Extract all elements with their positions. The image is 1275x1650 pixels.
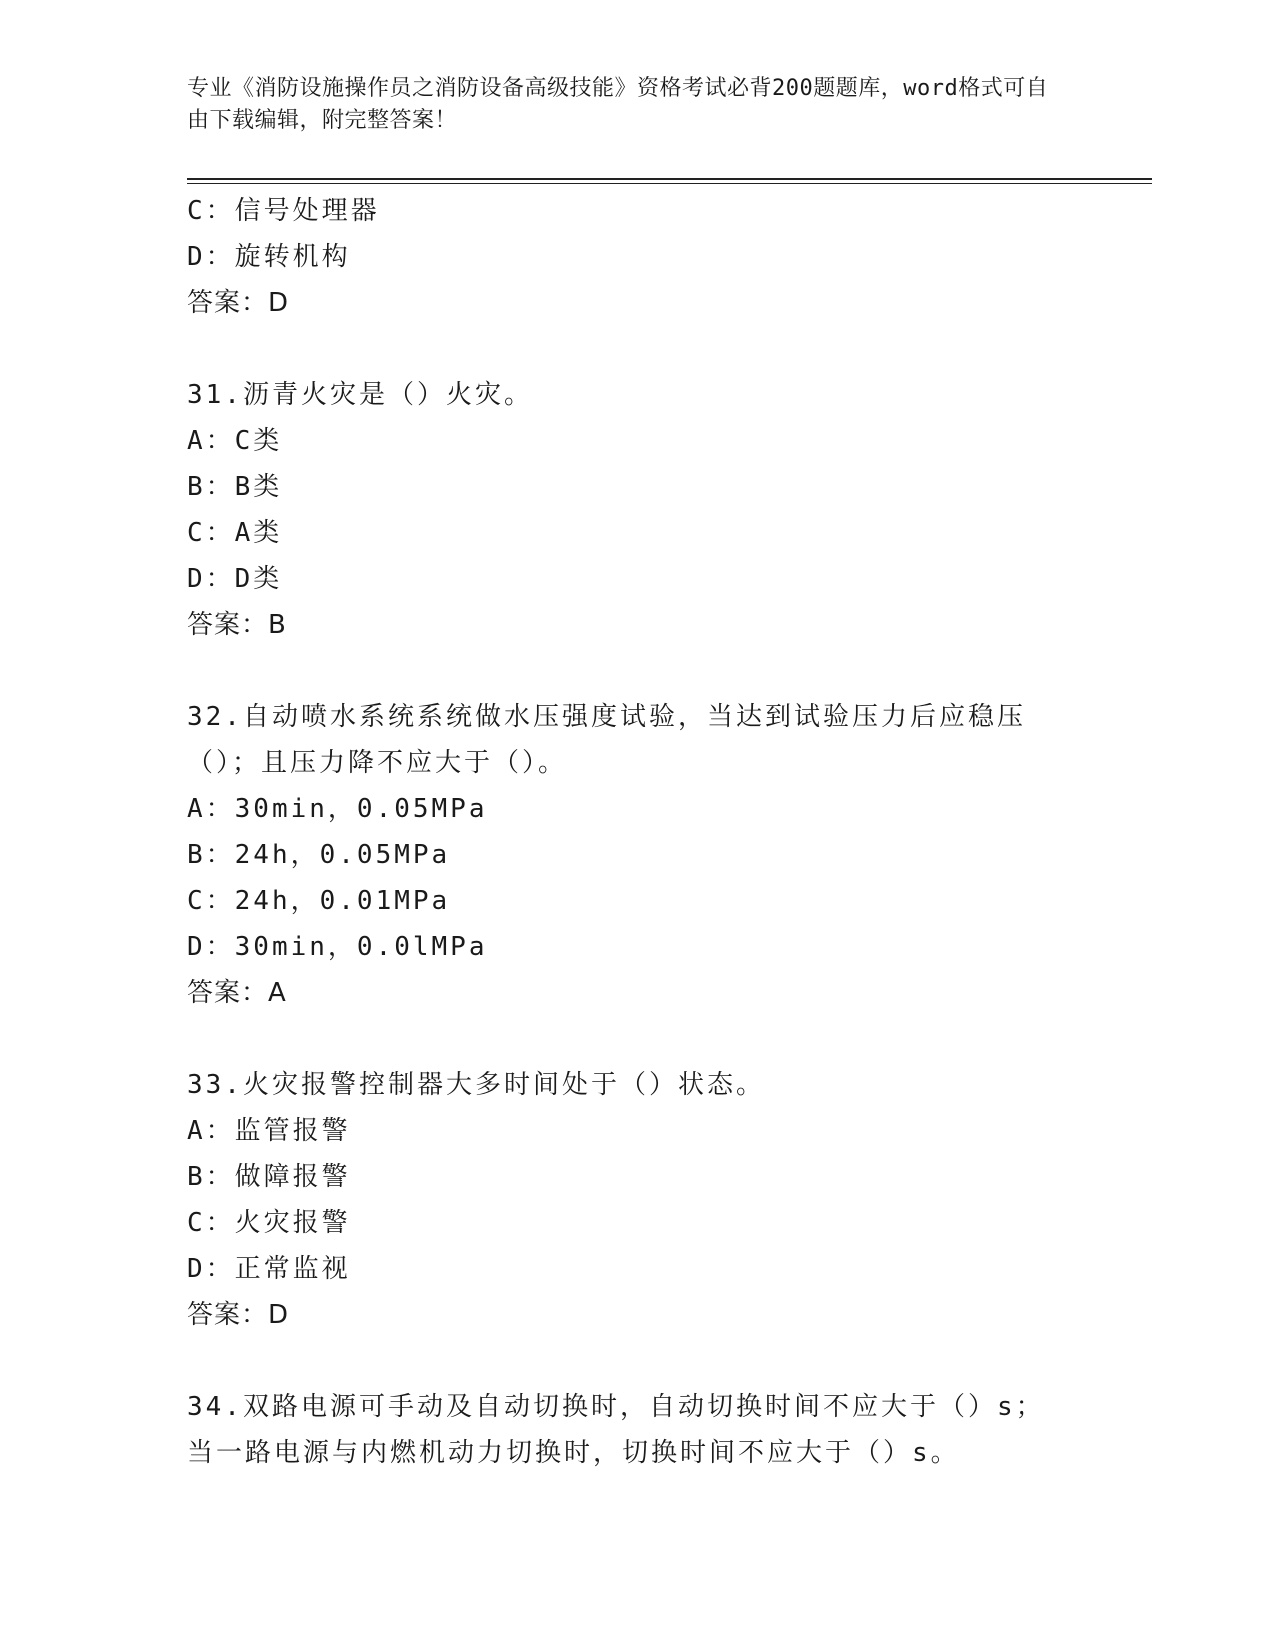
question-stem: 33.火灾报警控制器大多时间处于（）状态。 bbox=[187, 1070, 765, 1100]
option-a: A：30min，0.05MPa bbox=[187, 794, 488, 824]
question-stem: 32.自动喷水系统系统做水压强度试验，当达到试验压力后应稳压（）；且压力降不应大于（）。 bbox=[187, 702, 1026, 778]
question-31 bbox=[187, 372, 1067, 648]
option-b: B：B类 bbox=[187, 472, 283, 502]
option-d: D：D类 bbox=[187, 564, 283, 594]
question-stem: 31.沥青火灾是（）火灾。 bbox=[187, 380, 533, 410]
header-rule-thin bbox=[187, 183, 1152, 184]
document-header: 专业《消防设施操作员之消防设备高级技能》资格考试必背200题题库，word格式可自由下载编辑，附完整答案！ bbox=[187, 76, 1049, 133]
prev-question-block bbox=[187, 188, 1067, 326]
answer-line: 答案：A bbox=[187, 978, 287, 1008]
option-d: D：旋转机构 bbox=[187, 242, 351, 272]
question-33 bbox=[187, 1062, 1067, 1338]
option-c: C：信号处理器 bbox=[187, 196, 380, 226]
question-list bbox=[187, 188, 1067, 1476]
option-a: A：C类 bbox=[187, 426, 283, 456]
option-c: C：24h，0.01MPa bbox=[187, 886, 451, 916]
answer-line: 答案：B bbox=[187, 610, 287, 640]
option-a: A：监管报警 bbox=[187, 1116, 351, 1146]
question-34 bbox=[187, 1384, 1067, 1476]
option-c: C：A类 bbox=[187, 518, 283, 548]
option-c: C：火灾报警 bbox=[187, 1208, 351, 1238]
answer-line: 答案：D bbox=[187, 1300, 290, 1330]
option-d: D：正常监视 bbox=[187, 1254, 351, 1284]
header-rule-thick bbox=[187, 178, 1152, 180]
option-d: D：30min，0.0lMPa bbox=[187, 932, 488, 962]
answer-line: 答案：D bbox=[187, 288, 290, 318]
question-32 bbox=[187, 694, 1067, 1016]
option-b: B：24h，0.05MPa bbox=[187, 840, 451, 870]
question-stem: 34.双路电源可手动及自动切换时，自动切换时间不应大于（）s；当一路电源与内燃机动力切换时，切换时间不应大于（）s。 bbox=[187, 1392, 1045, 1468]
option-b: B：做障报警 bbox=[187, 1162, 351, 1192]
